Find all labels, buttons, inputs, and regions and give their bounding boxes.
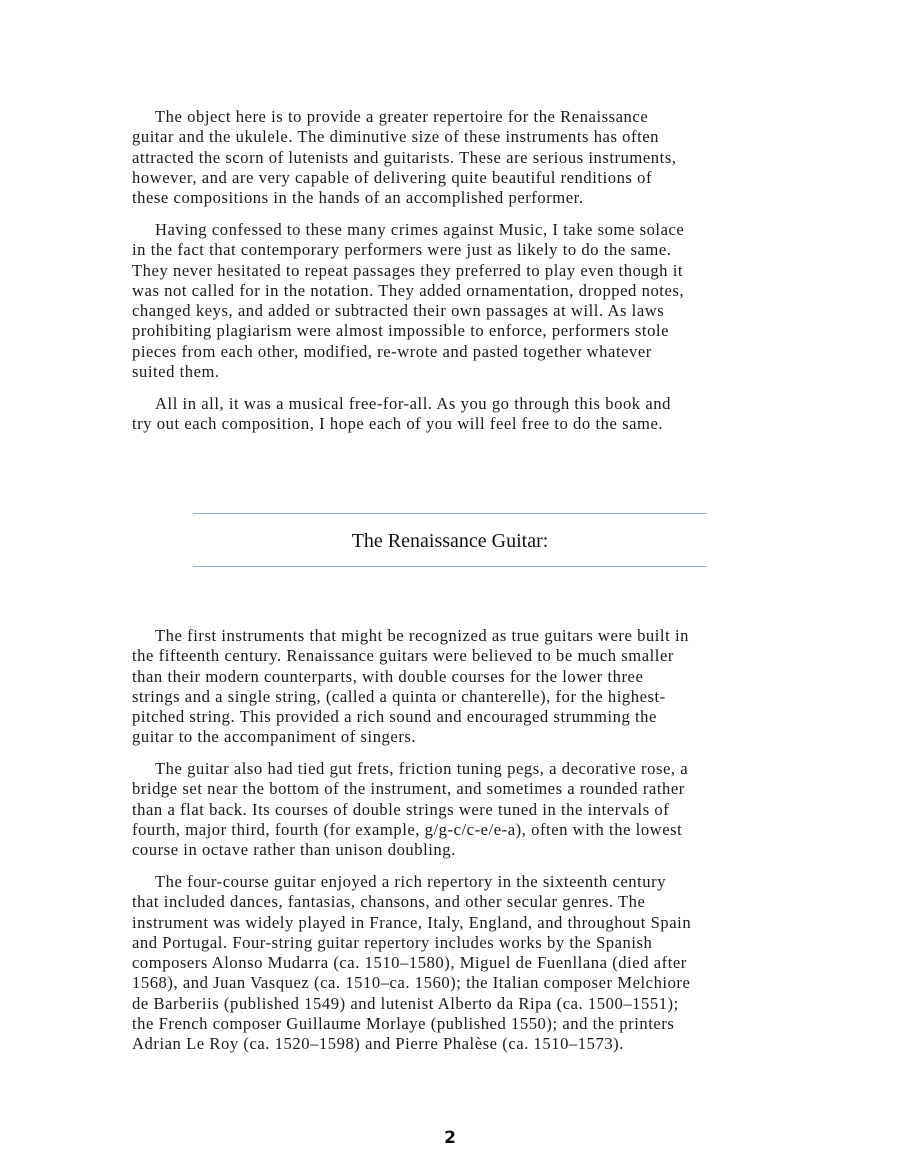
text-line: and Portugal. Four-string guitar repertory includes works by the Spanish: [132, 932, 653, 952]
text-line: All in all, it was a musical free-for-all. As you go through this book and: [155, 394, 671, 413]
text-line: changed keys, and added or subtracted their own passages at will. As laws: [132, 301, 665, 321]
text-line: Adrian Le Roy (ca. 1520–1598) and Pierre Phalèse (ca. 1510–1573).: [132, 1034, 624, 1054]
text-line: was not called for in the notation. They added ornamentation, dropped notes,: [132, 280, 685, 300]
text-line: composers Alonso Mudarra (ca. 1510–1580), Miguel de Fuenllana (died after: [132, 953, 687, 973]
text-line: than a flat back. Its courses of double strings were tuned in the intervals of: [132, 799, 670, 819]
text-line: strings and a single string, (called a quinta or chanterelle), for the highest-: [132, 686, 666, 706]
text-line: attracted the scorn of lutenists and guitarists. These are serious instruments,: [132, 147, 677, 167]
text-line: guitar to the accompaniment of singers.: [132, 727, 417, 747]
section-heading: The Renaissance Guitar:: [351, 530, 549, 552]
text-line: however, and are very capable of delivering quite beautiful renditions of: [132, 167, 653, 187]
section-paragraph-1: [132, 626, 772, 748]
intro-paragraph-1: [132, 107, 772, 208]
intro-paragraph-3: [132, 394, 772, 435]
heading-rule-bottom: [193, 566, 707, 567]
text-line: in the fact that contemporary performers were just as likely to do the same.: [132, 240, 672, 260]
text-line: the fifteenth century. Renaissance guitars were believed to be much smaller: [132, 646, 674, 666]
section-paragraph-3: [132, 872, 772, 1055]
text-line: 1568), and Juan Vasquez (ca. 1510–ca. 1560); the Italian composer Melchiore: [132, 973, 691, 993]
text-line: that included dances, fantasias, chansons, and other secular genres. The: [132, 892, 646, 912]
intro-paragraph-2: [132, 220, 772, 382]
text-line: bridge set near the bottom of the instrument, and sometimes a rounded rather: [132, 779, 685, 799]
text-line: de Barberiis (published 1549) and lutenist Alberto da Ripa (ca. 1500–1551);: [132, 993, 679, 1013]
page-number: 2: [444, 1128, 456, 1148]
text-line: these compositions in the hands of an accomplished performer.: [132, 188, 584, 208]
text-line: suited them.: [132, 362, 220, 382]
text-line: pieces from each other, modified, re-wrote and pasted together whatever: [132, 341, 652, 361]
text-line: prohibiting plagiarism were almost impossible to enforce, performers stole: [132, 321, 670, 341]
section-paragraph-2: [132, 759, 772, 860]
text-line: Having confessed to these many crimes against Music, I take some solace: [155, 220, 685, 239]
text-line: They never hesitated to repeat passages they preferred to play even though it: [132, 260, 684, 280]
text-line: fourth, major third, fourth (for example, g/g-c/c-e/e-a), often with the lowest: [132, 819, 683, 839]
text-line: The guitar also had tied gut frets, friction tuning pegs, a decorative rose, a: [155, 759, 689, 778]
text-line: The four-course guitar enjoyed a rich repertory in the sixteenth century: [155, 872, 667, 891]
text-line: The first instruments that might be recognized as true guitars were built in: [155, 626, 689, 645]
text-line: instrument was widely played in France, Italy, England, and throughout Spain: [132, 912, 692, 932]
text-line: The object here is to provide a greater repertoire for the Renaissance: [155, 107, 649, 126]
text-line: than their modern counterparts, with double courses for the lower three: [132, 666, 644, 686]
text-line: pitched string. This provided a rich sound and encouraged strumming the: [132, 707, 657, 727]
heading-rule-top: [193, 513, 707, 514]
text-line: the French composer Guillaume Morlaye (published 1550); and the printers: [132, 1014, 675, 1034]
text-line: course in octave rather than unison doubling.: [132, 840, 456, 860]
text-line: guitar and the ukulele. The diminutive size of these instruments has often: [132, 127, 660, 147]
text-line: try out each composition, I hope each of you will feel free to do the same.: [132, 414, 664, 434]
